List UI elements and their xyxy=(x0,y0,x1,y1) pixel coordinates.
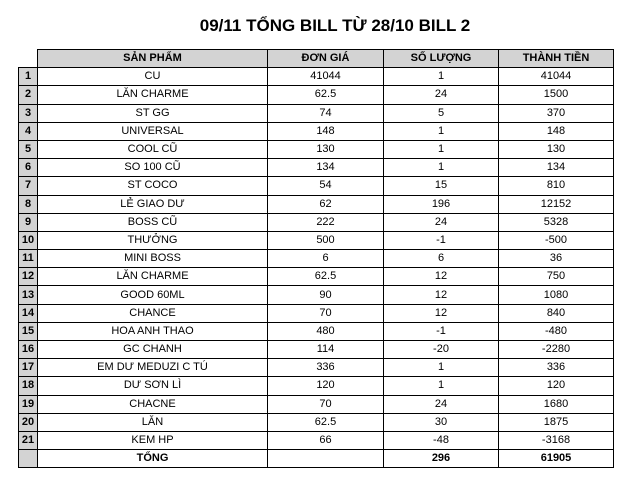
unit-price-cell[interactable]: 130 xyxy=(268,140,384,158)
product-cell[interactable]: GC CHANH xyxy=(38,341,268,359)
header-quantity[interactable]: SỐ LƯỢNG xyxy=(384,50,499,68)
product-cell[interactable]: CHACNE xyxy=(38,395,268,413)
amount-cell[interactable]: 130 xyxy=(499,140,614,158)
unit-price-cell[interactable]: 90 xyxy=(268,286,384,304)
quantity-cell[interactable]: 6 xyxy=(384,250,499,268)
table-row xyxy=(19,268,614,286)
quantity-cell[interactable]: -20 xyxy=(384,341,499,359)
total-amount[interactable]: 61905 xyxy=(499,450,614,468)
table-row xyxy=(19,395,614,413)
table-row xyxy=(19,322,614,340)
quantity-cell[interactable]: 1 xyxy=(384,377,499,395)
quantity-cell[interactable]: 24 xyxy=(384,213,499,231)
amount-cell[interactable]: 5328 xyxy=(499,213,614,231)
row-number[interactable]: 20 xyxy=(19,413,38,431)
total-quantity[interactable]: 296 xyxy=(384,450,499,468)
unit-price-cell[interactable]: 336 xyxy=(268,359,384,377)
row-number[interactable]: 6 xyxy=(19,159,38,177)
product-cell[interactable]: GOOD 60ML xyxy=(38,286,268,304)
unit-price-cell[interactable]: 62.5 xyxy=(268,268,384,286)
amount-cell[interactable]: 840 xyxy=(499,304,614,322)
product-cell[interactable]: HOA ANH THAO xyxy=(38,322,268,340)
row-number[interactable]: 14 xyxy=(19,304,38,322)
row-number[interactable] xyxy=(19,450,38,468)
table-row xyxy=(19,431,614,449)
quantity-cell[interactable]: 1 xyxy=(384,68,499,86)
product-cell[interactable]: CU xyxy=(38,68,268,86)
row-number[interactable]: 11 xyxy=(19,250,38,268)
unit-price-cell[interactable]: 54 xyxy=(268,177,384,195)
product-cell[interactable]: COOL CŨ xyxy=(38,140,268,158)
row-number[interactable]: 9 xyxy=(19,213,38,231)
amount-cell[interactable]: 750 xyxy=(499,268,614,286)
amount-cell[interactable]: -500 xyxy=(499,231,614,249)
product-cell[interactable]: LẺ GIAO DƯ xyxy=(38,195,268,213)
amount-cell[interactable]: 1680 xyxy=(499,395,614,413)
row-number[interactable]: 13 xyxy=(19,286,38,304)
quantity-cell[interactable]: 196 xyxy=(384,195,499,213)
total-label[interactable]: TỔNG xyxy=(38,450,268,468)
table-row xyxy=(19,195,614,213)
table-row xyxy=(19,122,614,140)
row-number[interactable]: 19 xyxy=(19,395,38,413)
table-row xyxy=(19,104,614,122)
bill-table xyxy=(18,49,614,468)
quantity-cell[interactable]: 1 xyxy=(384,140,499,158)
quantity-cell[interactable]: 1 xyxy=(384,359,499,377)
header-product[interactable]: SẢN PHẨM xyxy=(38,50,268,68)
quantity-cell[interactable]: 5 xyxy=(384,104,499,122)
row-number[interactable]: 7 xyxy=(19,177,38,195)
table-row xyxy=(19,304,614,322)
corner-cell xyxy=(19,50,38,68)
unit-price-cell[interactable]: 74 xyxy=(268,104,384,122)
product-cell[interactable]: LĂN xyxy=(38,413,268,431)
table-row xyxy=(19,413,614,431)
row-number[interactable]: 17 xyxy=(19,359,38,377)
table-row xyxy=(19,231,614,249)
row-number[interactable]: 5 xyxy=(19,140,38,158)
amount-cell[interactable]: 370 xyxy=(499,104,614,122)
table-row xyxy=(19,177,614,195)
table-row xyxy=(19,286,614,304)
quantity-cell[interactable]: 1 xyxy=(384,159,499,177)
unit-price-cell[interactable]: 148 xyxy=(268,122,384,140)
header-unit-price[interactable]: ĐƠN GIÁ xyxy=(268,50,384,68)
amount-cell[interactable]: 1500 xyxy=(499,86,614,104)
table-row xyxy=(19,359,614,377)
amount-cell[interactable]: -480 xyxy=(499,322,614,340)
product-cell[interactable]: KEM HP xyxy=(38,431,268,449)
product-cell[interactable]: BOSS CŨ xyxy=(38,213,268,231)
quantity-cell[interactable]: -1 xyxy=(384,322,499,340)
amount-cell[interactable]: -2280 xyxy=(499,341,614,359)
unit-price-cell[interactable]: 62 xyxy=(268,195,384,213)
amount-cell[interactable]: 12152 xyxy=(499,195,614,213)
quantity-cell[interactable]: 1 xyxy=(384,122,499,140)
quantity-cell[interactable]: 30 xyxy=(384,413,499,431)
unit-price-cell[interactable]: 134 xyxy=(268,159,384,177)
table-row xyxy=(19,86,614,104)
quantity-cell[interactable]: 12 xyxy=(384,304,499,322)
amount-cell[interactable]: -3168 xyxy=(499,431,614,449)
amount-cell[interactable]: 36 xyxy=(499,250,614,268)
product-cell[interactable]: DƯ SƠN LÌ xyxy=(38,377,268,395)
row-number[interactable]: 15 xyxy=(19,322,38,340)
product-cell[interactable]: UNIVERSAL xyxy=(38,122,268,140)
table-row xyxy=(19,140,614,158)
product-cell[interactable]: LĂN CHARME xyxy=(38,86,268,104)
unit-price-cell[interactable]: 114 xyxy=(268,341,384,359)
unit-price-cell[interactable]: 41044 xyxy=(268,68,384,86)
quantity-cell[interactable]: 12 xyxy=(384,268,499,286)
product-cell[interactable]: THƯỞNG xyxy=(38,231,268,249)
unit-price-cell[interactable]: 6 xyxy=(268,250,384,268)
amount-cell[interactable]: 810 xyxy=(499,177,614,195)
unit-price-cell[interactable]: 66 xyxy=(268,431,384,449)
header-row xyxy=(19,50,614,68)
product-cell[interactable]: CHANCE xyxy=(38,304,268,322)
total-row xyxy=(19,450,614,468)
unit-price-cell[interactable]: 62.5 xyxy=(268,413,384,431)
product-cell[interactable]: SO 100 CŨ xyxy=(38,159,268,177)
row-number[interactable]: 12 xyxy=(19,268,38,286)
unit-price-cell[interactable]: 120 xyxy=(268,377,384,395)
amount-cell[interactable]: 336 xyxy=(499,359,614,377)
product-cell[interactable]: ST GG xyxy=(38,104,268,122)
row-number[interactable]: 4 xyxy=(19,122,38,140)
quantity-cell[interactable]: -48 xyxy=(384,431,499,449)
row-number[interactable]: 1 xyxy=(19,68,38,86)
quantity-cell[interactable]: 24 xyxy=(384,395,499,413)
page-title: 09/11 TỔNG BILL TỪ 28/10 BILL 2 xyxy=(199,16,471,35)
row-number[interactable]: 8 xyxy=(19,195,38,213)
quantity-cell[interactable]: 15 xyxy=(384,177,499,195)
product-cell[interactable]: MINI BOSS xyxy=(38,250,268,268)
table-row xyxy=(19,213,614,231)
unit-price-cell[interactable]: 500 xyxy=(268,231,384,249)
product-cell[interactable]: LĂN CHARME xyxy=(38,268,268,286)
unit-price-cell[interactable]: 70 xyxy=(268,304,384,322)
quantity-cell[interactable]: 24 xyxy=(384,86,499,104)
table-row xyxy=(19,68,614,86)
table-row xyxy=(19,341,614,359)
header-total[interactable]: THÀNH TIỀN xyxy=(499,50,614,68)
row-number[interactable]: 2 xyxy=(19,86,38,104)
product-cell[interactable]: ST COCO xyxy=(38,177,268,195)
table-row xyxy=(19,250,614,268)
row-number[interactable]: 10 xyxy=(19,231,38,249)
amount-cell[interactable]: 134 xyxy=(499,159,614,177)
amount-cell[interactable]: 1875 xyxy=(499,413,614,431)
unit-price-cell[interactable]: 480 xyxy=(268,322,384,340)
row-number[interactable]: 16 xyxy=(19,341,38,359)
table-row xyxy=(19,377,614,395)
quantity-cell[interactable]: -1 xyxy=(384,231,499,249)
quantity-cell[interactable]: 12 xyxy=(384,286,499,304)
table-row xyxy=(19,159,614,177)
unit-price-cell[interactable]: 62.5 xyxy=(268,86,384,104)
product-cell[interactable]: EM DƯ MEDUZI C TÚ xyxy=(38,359,268,377)
amount-cell[interactable]: 41044 xyxy=(499,68,614,86)
amount-cell[interactable]: 148 xyxy=(499,122,614,140)
total-unit-price[interactable] xyxy=(268,450,384,468)
amount-cell[interactable]: 120 xyxy=(499,377,614,395)
row-number[interactable]: 18 xyxy=(19,377,38,395)
row-number[interactable]: 3 xyxy=(19,104,38,122)
amount-cell[interactable]: 1080 xyxy=(499,286,614,304)
row-number[interactable]: 21 xyxy=(19,431,38,449)
unit-price-cell[interactable]: 70 xyxy=(268,395,384,413)
unit-price-cell[interactable]: 222 xyxy=(268,213,384,231)
